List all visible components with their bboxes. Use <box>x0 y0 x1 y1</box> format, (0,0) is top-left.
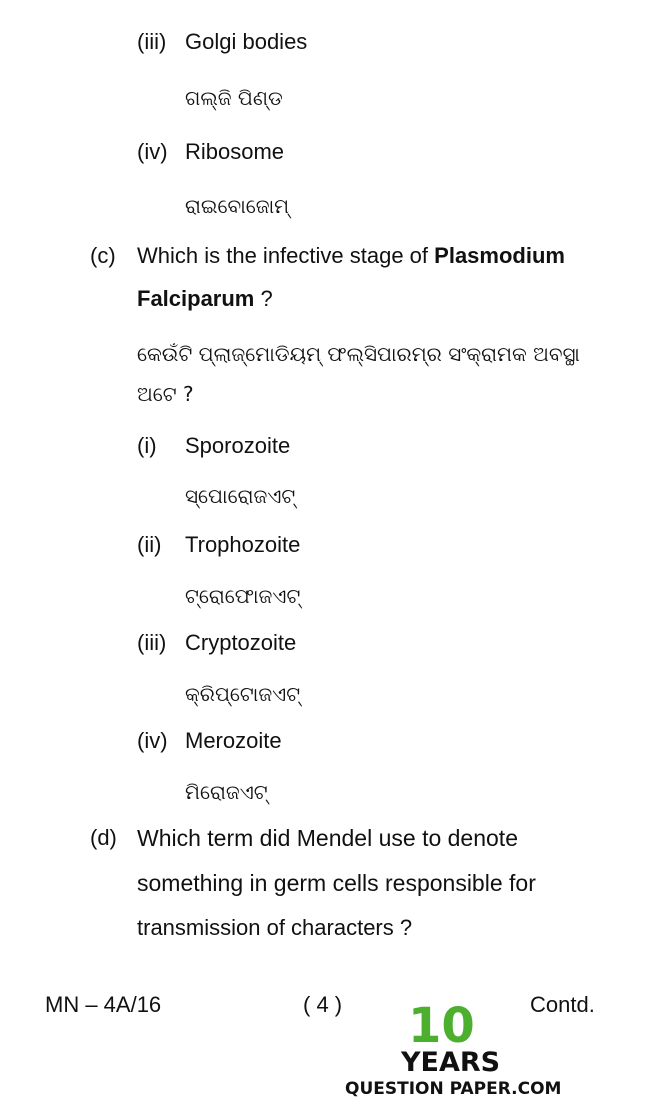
option-label: (iii) <box>137 29 167 54</box>
page-number: ( 4 ) <box>303 992 343 1017</box>
option-odia: ସ୍ପୋରୋଜଏଟ୍ <box>185 484 296 508</box>
question-label: (d) <box>90 825 117 850</box>
question-label: (c) <box>90 243 116 268</box>
option-odia: କ୍ରିପ୍ଟୋଜଏଟ୍ <box>185 682 301 706</box>
option-text: Golgi bodies <box>185 29 308 54</box>
option-label: (i) <box>137 433 157 458</box>
question-text-bold: Plasmodium <box>434 243 565 268</box>
continued-label: Contd. <box>530 992 595 1017</box>
paper-code: MN – 4A/16 <box>45 992 162 1017</box>
question-text-line2: something in germ cells responsible for <box>137 870 536 896</box>
question-text-line1: Which term did Mendel use to denote <box>137 825 518 851</box>
option-odia: ରାଇବୋଜୋମ୍ <box>185 194 290 218</box>
option-text: Merozoite <box>185 728 282 753</box>
question-text-line2 <box>137 285 273 313</box>
option-label: (iv) <box>137 728 168 753</box>
option-text: Cryptozoite <box>185 630 297 655</box>
option-text: Ribosome <box>185 139 285 164</box>
question-odia-line1: କେଉଁଟି ପ୍ଲାଜ୍‌ମୋଡିୟମ୍ ଫଲ୍‌ସିପାରମ୍‌ର ସଂକ୍ରାମକ ଅବସ୍ଥା <box>137 342 580 366</box>
option-odia: ମିରୋଜଏଟ୍ <box>185 780 268 804</box>
option-odia: ଗଲ୍‌ଜି ପିଣ୍ଡ <box>185 86 283 110</box>
question-text <box>137 242 565 270</box>
question-text-bold: Falciparum <box>137 286 255 311</box>
question-mark: ? <box>260 286 273 311</box>
option-label: (ii) <box>137 532 162 557</box>
watermark-number: 10 <box>408 998 475 1054</box>
option-odia: ଟ୍ରୋଫୋଜଏଟ୍ <box>185 584 301 608</box>
question-text-line3: transmission of characters ? <box>137 915 413 940</box>
option-label: (iv) <box>137 139 168 164</box>
option-text: Trophozoite <box>185 532 301 557</box>
option-text: Sporozoite <box>185 433 291 458</box>
question-odia-line2: ଅଟେ ? <box>137 382 194 406</box>
watermark-years: YEARS <box>401 1047 501 1078</box>
question-text-prefix: Which is the infective stage of <box>137 243 429 268</box>
option-label: (iii) <box>137 630 167 655</box>
watermark-site: QUESTION PAPER.COM <box>345 1079 562 1099</box>
